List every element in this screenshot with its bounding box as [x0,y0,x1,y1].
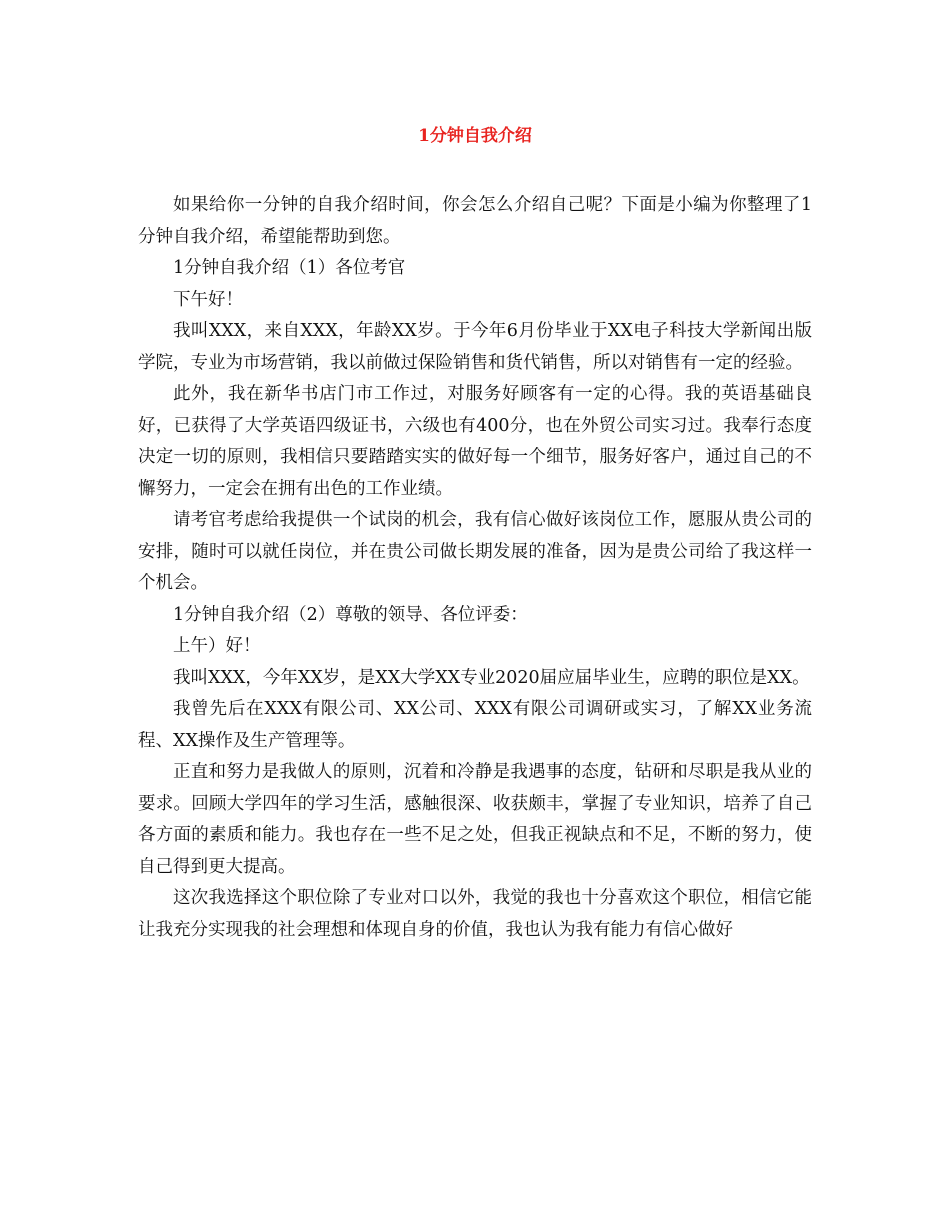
body-paragraph: 我叫XXX，来自XXX，年龄XX岁。于今年6月份毕业于XX电子科技大学新闻出版学院，专业为市场营销，我以前做过保险销售和货代销售，所以对销售有一定的经验。 [138,321,812,373]
body-paragraph: 我叫XXX，今年XX岁，是XX大学XX专业2020届应届毕业生，应聘的职位是XX。 [173,667,810,688]
section-heading-1: 1分钟自我介绍（1）各位考官 [173,258,406,278]
body-paragraph: 请考官考虑给我提供一个试岗的机会，我有信心做好该岗位工作，愿服从贵公司的安排，随时可以就任岗位，并在贵公司做长期发展的准备，因为是贵公司给了我这样一个机会。 [138,510,812,593]
document-body [138,190,812,946]
intro-paragraph: 如果给你一分钟的自我介绍时间，你会怎么介绍自己呢？下面是小编为你整理了1分钟自我介绍，希望能帮助到您。 [138,195,812,247]
body-paragraph: 此外，我在新华书店门市工作过，对服务好顾客有一定的心得。我的英语基础良好，已获得了大学英语四级证书，六级也有400分，也在外贸公司实习过。我奉行态度决定一切的原则，我相信只要踏踏实实的做好每一个细节，服务好客户，通过自己的不懈努力，一定会在拥有出色的工作业绩。 [138,384,812,499]
greeting-2: 上午）好！ [173,636,261,656]
body-paragraph: 我曾先后在XXX有限公司、XX公司、XXX有限公司调研或实习，了解XX业务流程、XX操作及生产管理等。 [138,699,812,751]
body-paragraph: 正直和努力是我做人的原则，沉着和冷静是我遇事的态度，钻研和尽职是我从业的要求。回顾大学四年的学习生活，感触很深、收获颇丰，掌握了专业知识，培养了自己各方面的素质和能力。我也存在一些不足之处，但我正视缺点和不足，不断的努力，使自己得到更大提高。 [138,762,812,877]
document-title: 1分钟自我介绍 [418,126,532,146]
greeting-1: 下午好！ [173,289,243,310]
section-heading-2: 1分钟自我介绍（2）尊敬的领导、各位评委： [173,604,528,625]
body-paragraph: 这次我选择这个职位除了专业对口以外，我觉的我也十分喜欢这个职位，相信它能让我充分实现我的社会理想和体现自身的价值，我也认为我有能力有信心做好 [138,888,812,940]
